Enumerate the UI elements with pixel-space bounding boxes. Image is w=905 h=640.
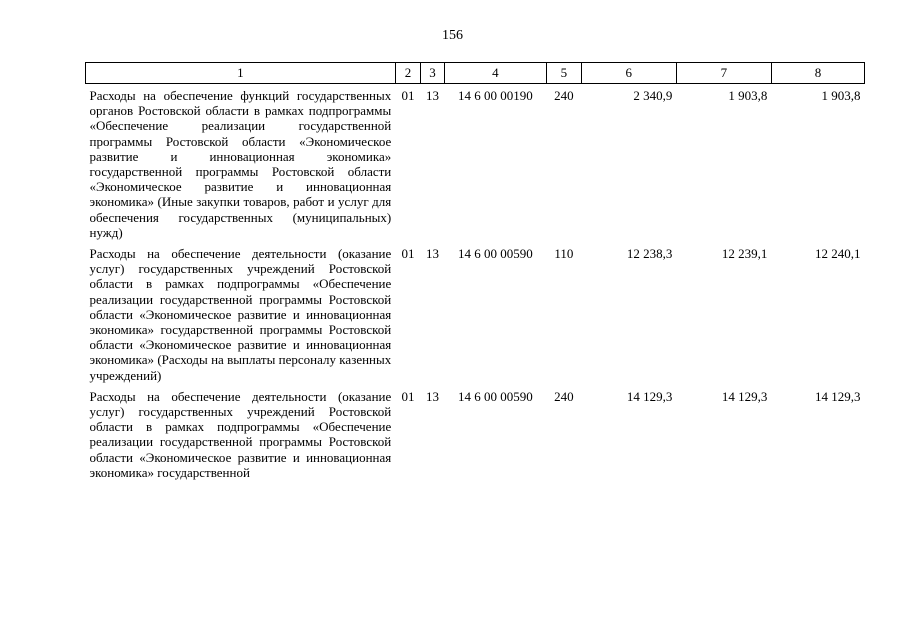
row-description: Расходы на обеспечение функций государственных органов Ростовской области в рамках подпрограммы «Обеспечение реализации государственной программы Ростовской области «Экономическое развитие и инновационная экономика» государственной программы Ростовской области «Экономическое развитие и инновационная экономика» (Иные закупки товаров, работ и услуг для обеспечения государственных (муниципальных) нужд) — [89, 88, 392, 240]
row-amount-2: 12 239,1 — [721, 246, 768, 262]
row-expense-type: 240 — [554, 388, 574, 404]
table-row — [86, 242, 865, 385]
column-header-8: 8 — [771, 63, 864, 84]
row-amount-3: 1 903,8 — [821, 88, 861, 103]
column-header-6: 6 — [581, 63, 676, 84]
budget-table — [85, 62, 865, 482]
column-header-1: 1 — [86, 63, 396, 84]
row-target-article: 14 6 00 00190 — [458, 88, 533, 103]
row-expense-type: 240 — [554, 88, 574, 103]
row-amount-1: 12 238,3 — [626, 246, 673, 262]
row-subsection-code: 13 — [426, 88, 440, 103]
row-description: Расходы на обеспечение деятельности (оказание услуг) государственных учреждений Ростовской области в рамках подпрограммы «Обеспечение реализации государственной программы Ростовской области «Экономическое развитие и инновационная экономика» государственной — [89, 388, 392, 480]
row-target-article: 14 6 00 00590 — [458, 388, 533, 404]
column-header-7: 7 — [676, 63, 771, 84]
row-subsection-code: 13 — [426, 388, 440, 404]
row-amount-1: 2 340,9 — [633, 88, 673, 103]
row-amount-3: 14 129,3 — [815, 388, 861, 404]
header-row — [86, 63, 865, 84]
row-amount-3: 12 240,1 — [815, 246, 861, 262]
row-section-code: 01 — [401, 246, 415, 262]
table-row — [86, 84, 865, 243]
row-subsection-code: 13 — [426, 246, 440, 262]
row-section-code: 01 — [401, 88, 415, 103]
row-amount-1: 14 129,3 — [626, 388, 673, 404]
row-target-article: 14 6 00 00590 — [458, 246, 533, 262]
row-section-code: 01 — [401, 388, 415, 404]
column-header-5: 5 — [547, 63, 582, 84]
row-description: Расходы на обеспечение деятельности (оказание услуг) государственных учреждений Ростовской области в рамках подпрограммы «Обеспечение реализации государственной программы Ростовской области «Экономическое развитие и инновационная экономика» государственной программы Ростовской области «Экономическое развитие и инновационная экономика» (Расходы на выплаты персоналу казенных учреждений) — [89, 246, 392, 383]
column-header-4: 4 — [444, 63, 546, 84]
page-number: 156 — [442, 28, 463, 43]
column-header-3: 3 — [421, 63, 445, 84]
row-amount-2: 14 129,3 — [721, 388, 768, 404]
row-amount-2: 1 903,8 — [728, 88, 768, 103]
column-header-2: 2 — [395, 63, 421, 84]
table-row — [86, 385, 865, 482]
row-expense-type: 110 — [554, 246, 574, 262]
